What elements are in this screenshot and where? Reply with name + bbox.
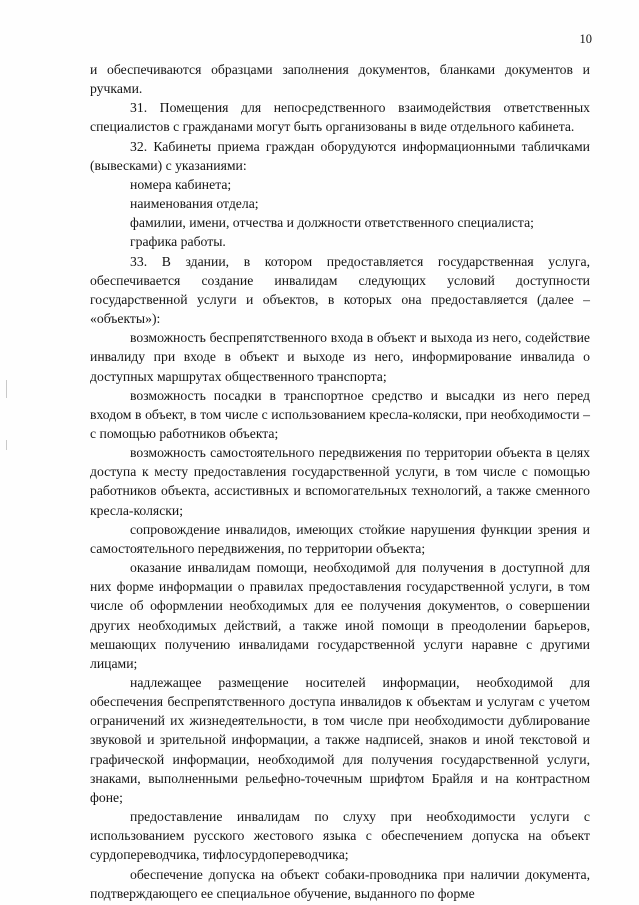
paragraph: надлежащее размещение носителей информации, необходимой для обеспечения беспрепятственного доступа инвалидов к объектам и услугам с учетом ограничений их жизнедеятельности, в том числе при необходимости дублирование звуковой и зрительной информации, а также надписей, знаков и иной текстовой и графической информации, необходимой для получения государственной услуги, знаками, выполненными рельефно-точечным шрифтом Брайля и на контрастном фоне;	[90, 675, 590, 805]
list-item: графика работы.	[130, 234, 226, 250]
paragraph: обеспечение допуска на объект собаки-проводника при наличии документа, подтверждающего ее специальное обучение, выданного по форме	[90, 866, 590, 901]
scan-artifact	[6, 440, 7, 450]
list-item: номера кабинета;	[130, 176, 232, 192]
page-number: 10	[579, 32, 592, 46]
scan-artifact	[6, 380, 7, 398]
paragraph: возможность самостоятельного передвижения по территории объекта в целях доступа к месту предоставления государственной услуги, в том числе с помощью работников объекта, ассистивных и вспомогательных технологий, а также сменного кресла-коляски;	[90, 445, 590, 518]
paragraph: 31. Помещения для непосредственного взаимодействия ответственных специалистов с гражданами могут быть организованы в виде отдельного кабинета.	[90, 100, 590, 135]
paragraph: оказание инвалидам помощи, необходимой для получения в доступной для них форме информации о правилах предоставления государственной услуги, в том числе об оформлении необходимых для ее получения документов, о совершении других необходимых действий, а также иной помощи в преодолении барьеров, мешающих получению инвалидами государственной услуги наравне с другими лицами;	[90, 560, 590, 671]
document-body	[90, 60, 590, 903]
list-item: фамилии, имени, отчества и должности ответственного специалиста;	[130, 215, 534, 231]
paragraph: 33. В здании, в котором предоставляется государственная услуга, обеспечивается создание инвалидам следующих условий доступности государственной услуги и объектов, в которых она предоставляется (далее – «объекты»):	[90, 253, 590, 327]
paragraph: сопровождение инвалидов, имеющих стойкие нарушения функции зрения и самостоятельного передвижения, по территории объекта;	[90, 521, 590, 556]
list-item: наименования отдела;	[130, 196, 259, 212]
paragraph: 32. Кабинеты приема граждан оборудуются информационными табличками (вывесками) с указаниями:	[90, 138, 590, 173]
paragraph: и обеспечиваются образцами заполнения документов, бланками документов и ручками.	[90, 62, 590, 97]
paragraph: предоставление инвалидам по слуху при необходимости услуги с использованием русского жестового языка с обеспечением допуска на объект сурдопереводчика, тифлосурдопереводчика;	[90, 809, 590, 863]
paragraph: возможность посадки в транспортное средство и высадки из него перед входом в объект, в том числе с использованием кресла-коляски, при необходимости – с помощью работников объекта;	[90, 387, 590, 441]
paragraph: возможность беспрепятственного входа в объект и выхода из него, содействие инвалиду при входе в объект и выходе из него, информирование инвалида о доступных маршрутах общественного транспорта;	[90, 330, 590, 384]
